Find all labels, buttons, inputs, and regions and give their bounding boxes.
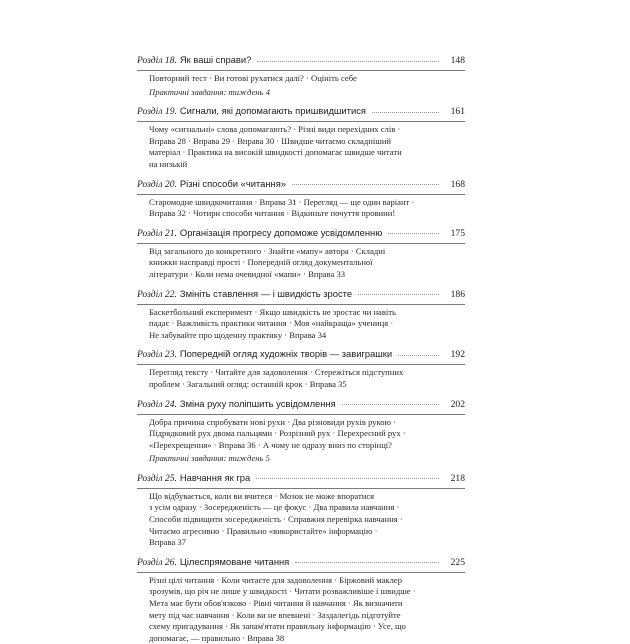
chapter-heading — [137, 176, 465, 191]
dot-leader — [372, 111, 439, 113]
chapter-heading — [137, 470, 465, 485]
chapter-contents — [137, 124, 465, 170]
toc-chapter-entry — [137, 52, 465, 98]
divider — [137, 364, 465, 365]
contents-line: зрозумів, що річ не лише у швидкості · Читати розважливіше і швидше · — [149, 586, 416, 597]
chapter-contents — [137, 417, 465, 465]
page-number: 202 — [450, 398, 465, 410]
contents-line: Повторний тест · Ви готові рухатися далі? · Оцініть себе — [149, 73, 357, 83]
contents-line: проблем · Загальний огляд: останній крок · Вправа 35 — [149, 378, 347, 389]
contents-line: Баскетбольний експеримент · Якщо швидкість не зростає чи навіть — [149, 306, 396, 317]
chapter-contents — [137, 367, 465, 390]
contents-line: схему пригадування · Як запам'ятати правильну інформацію · Усе, що — [149, 621, 406, 632]
contents-line: падає · Важливість практики читання · Моя «найкраща» учениця · — [149, 318, 394, 329]
toc-chapter-entry — [137, 286, 465, 342]
chapter-heading — [137, 52, 465, 67]
chapter-number: Розділ 19. — [137, 106, 177, 118]
page-number: 192 — [450, 349, 465, 361]
chapter-number: Розділ 21. — [137, 227, 177, 239]
chapter-title: Цілеспрямоване читання — [179, 555, 290, 567]
contents-line: на низькій — [149, 158, 188, 169]
divider — [137, 572, 465, 573]
chapter-number: Розділ 25. — [137, 472, 177, 484]
dot-leader — [388, 232, 439, 234]
contents-line: книжки насправді прості · Попередній огляд документальної — [149, 257, 373, 268]
divider — [137, 194, 465, 195]
chapter-contents — [137, 491, 465, 549]
divider — [137, 414, 465, 415]
contents-line: Вправа 28 · Вправа 29 · Вправа 30 · Швидше читаємо складніший — [149, 135, 392, 146]
chapter-number: Розділ 23. — [137, 349, 177, 361]
toc-chapter-entry — [137, 554, 465, 644]
contents-line: Не забувайте про щоденну практику · Вправа 34 — [149, 329, 327, 340]
chapter-title: Зміна руху поліпшить усвідомлення — [179, 397, 336, 409]
chapter-heading — [137, 554, 465, 569]
page-number: 161 — [450, 106, 465, 118]
chapter-title: Сигнали, які допомагають пришвидшитися — [179, 105, 366, 117]
chapter-title: Попередній огляд художніх творів — завиграшки — [179, 348, 393, 360]
contents-line: з усім одразу · Зосередженість — це фокус · Два правила навчання · — [149, 502, 400, 513]
page-number: 175 — [450, 227, 465, 239]
chapter-contents — [137, 575, 465, 644]
divider — [137, 121, 465, 122]
chapter-number: Розділ 26. — [137, 556, 177, 568]
contents-line: Що відбувається, коли ви вчитеся · Мозок не може впоратися — [149, 490, 375, 501]
page-number: 218 — [450, 472, 465, 484]
chapter-title: Організація прогресу допоможе усвідомленню — [179, 226, 383, 238]
page-number: 225 — [450, 556, 465, 568]
chapter-number: Розділ 22. — [137, 288, 177, 300]
page-number: 168 — [450, 178, 465, 190]
contents-line: «Перехрещення» · Вправа 36 · А чому не одразу вниз по сторінці? — [149, 439, 392, 450]
toc-chapter-entry — [137, 470, 465, 549]
toc-chapter-entry — [137, 346, 465, 390]
chapter-heading — [137, 225, 465, 240]
contents-line: Старомодне швидкочитання · Вправа 31 · Перегляд — ще один варіант · — [149, 196, 415, 207]
chapter-number: Розділ 20. — [137, 178, 177, 190]
contents-line: Добра причина спробувати нові рухи · Два різновиди рухів рукою · — [149, 416, 397, 427]
chapter-title: Навчання як гра — [179, 471, 251, 483]
chapter-number: Розділ 18. — [137, 55, 177, 66]
contents-line: матеріал · Практика на високій швидкості допомагає швидше читати — [149, 147, 402, 158]
contents-line: Різні цілі читання · Коли читаєте для задоволення · Біржовий маклер — [149, 574, 402, 585]
contents-line: Читаємо агресивно · Правильно «використайте» інформацію · — [149, 525, 378, 536]
dot-leader — [342, 403, 439, 405]
chapter-title: Змініть ставлення — і швидкість зросте — [179, 287, 353, 299]
page-number: 148 — [450, 55, 465, 66]
dot-leader — [292, 183, 439, 185]
toc-chapter-entry — [137, 225, 465, 281]
dot-leader — [398, 354, 439, 356]
chapter-contents — [137, 307, 465, 342]
toc-chapter-entry — [137, 103, 465, 170]
table-of-contents — [137, 52, 465, 644]
divider — [137, 70, 465, 71]
contents-line: Підрядковий рух двома пальцями · Розрізний рух · Перехресний рух · — [149, 428, 406, 439]
chapter-heading — [137, 346, 465, 361]
dot-leader — [295, 561, 439, 563]
divider — [137, 488, 465, 489]
contents-line: Вправа 37 — [149, 537, 186, 548]
chapter-heading — [137, 103, 465, 118]
contents-line: Від загального до конкретного · Знайти «мапу» автора · Складні — [149, 245, 386, 256]
divider — [137, 304, 465, 305]
toc-chapter-entry — [137, 176, 465, 220]
chapter-number: Розділ 24. — [137, 398, 177, 410]
chapter-contents — [137, 197, 465, 220]
dot-leader — [256, 477, 439, 479]
practical-tasks-note: Практичні завдання: тиждень 5 — [149, 453, 270, 464]
dot-leader — [358, 293, 439, 295]
chapter-title: Різні способи «читання» — [179, 177, 286, 189]
toc-chapter-entry — [137, 396, 465, 465]
divider — [137, 243, 465, 244]
chapter-contents — [137, 246, 465, 281]
contents-line: мету під час навчання · Коли ви не впевнені · Заздалегідь підготуйте — [149, 609, 401, 620]
practical-tasks-note: Практичні завдання: тиждень 4 — [149, 86, 270, 97]
contents-line: Чому «сигнальні» слова допомагають? · Різні види перехідних слів · — [149, 124, 401, 135]
page-number: 186 — [450, 288, 465, 300]
chapter-title: Як ваші справи? — [179, 54, 252, 65]
contents-line: Способи підвищити зосередженість · Справжня перевірка навчання · — [149, 514, 403, 525]
contents-line: літератури · Коли нема очевидної «мапи» · Вправа 33 — [149, 268, 346, 279]
chapter-contents — [137, 73, 465, 98]
contents-line: Вправа 32 · Чотири способи читання · Відкиньте почуття провини! — [149, 208, 396, 219]
dot-leader — [257, 60, 439, 62]
chapter-heading — [137, 396, 465, 411]
chapter-heading — [137, 286, 465, 301]
contents-line: Перегляд тексту · Читайте для задоволення · Стережіться підступних — [149, 367, 404, 378]
contents-line: Мета має бути обов'язково · Рівні читання й навчання · Як визначити — [149, 598, 403, 609]
contents-line: допомагає, — правильно · Вправа 38 — [149, 632, 285, 643]
